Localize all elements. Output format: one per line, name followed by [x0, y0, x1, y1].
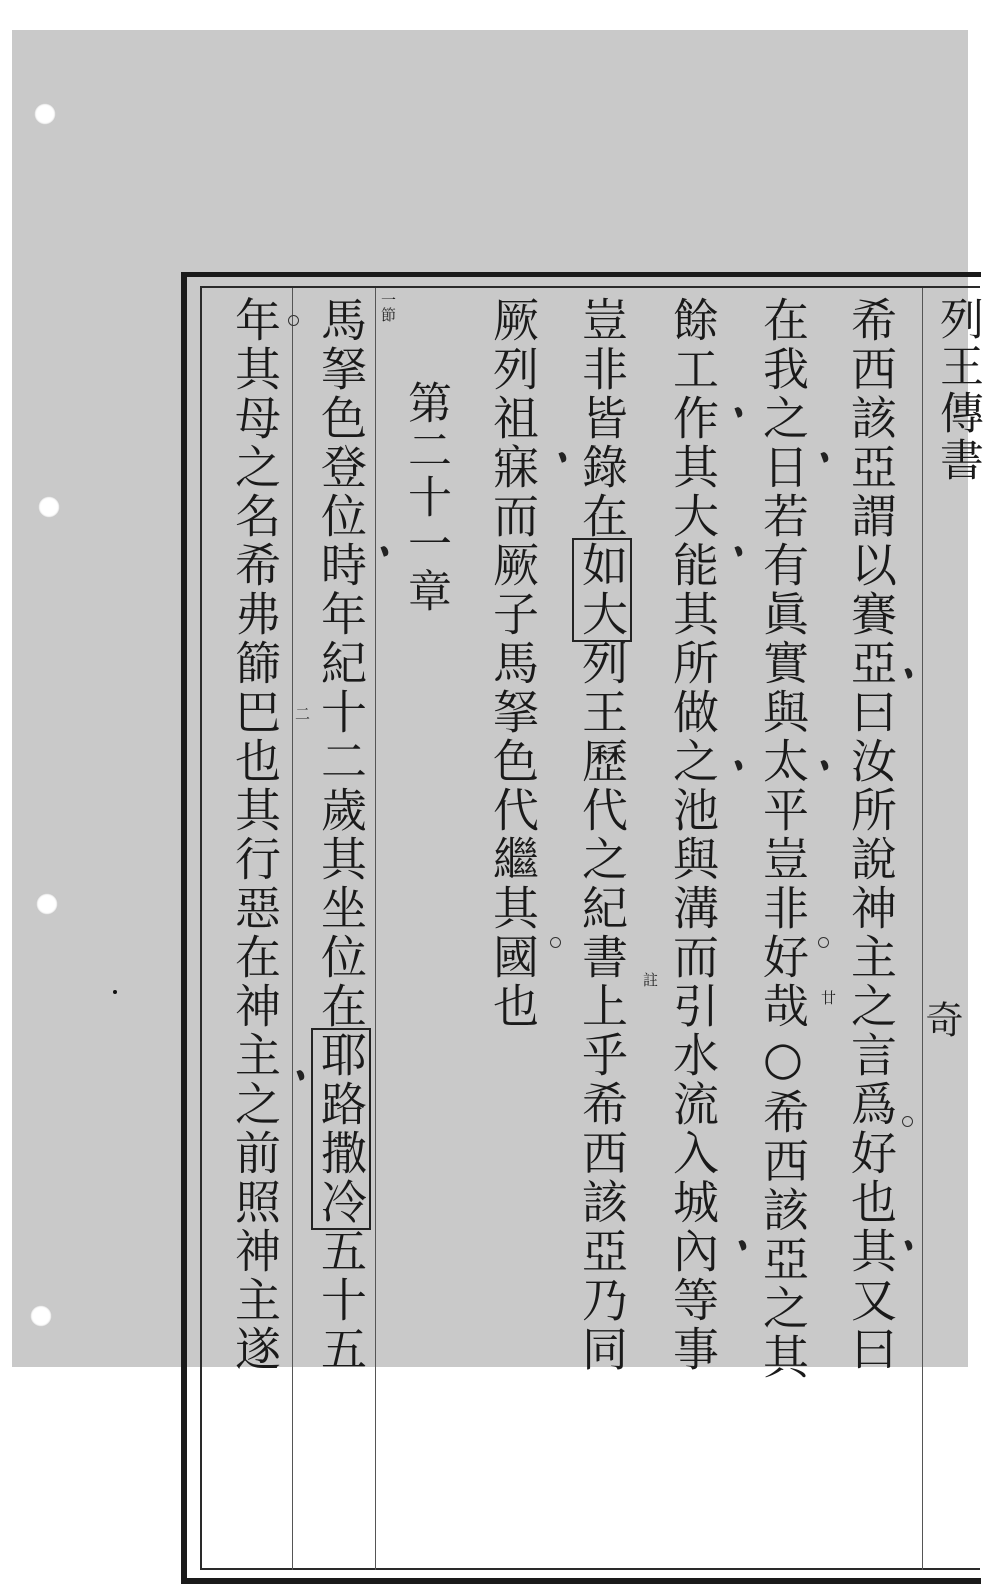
column-rule — [292, 288, 293, 1570]
circle-mark — [550, 937, 561, 948]
chapter-heading: 第二十一章 — [400, 380, 451, 615]
text-segment: 五十五 — [314, 1227, 368, 1374]
column-rule — [922, 288, 923, 1570]
text-column-7 — [312, 296, 370, 1374]
punch-hole — [34, 103, 56, 125]
punch-hole — [38, 496, 60, 518]
text-segment: 馬拏色登位時年紀十二歲其坐位在 — [314, 296, 368, 1031]
stray-dot — [113, 990, 117, 994]
text-column-2: 在我之日若有眞實與太平豈非好哉○希西該亞之其 — [756, 296, 810, 1382]
text-segment: 豈非皆錄在 — [575, 296, 629, 541]
verse-note: 廿 — [819, 990, 837, 1005]
running-title: 列王傳書 — [932, 296, 983, 484]
running-title-fragment: 奇 — [919, 1000, 963, 1041]
text-column-8: 年其母之名希弗篩巴也其行惡在神主之前照神主遂 — [228, 296, 282, 1374]
verse-note: 一節 — [379, 292, 397, 322]
punch-hole — [36, 893, 58, 915]
verse-note: 二 — [293, 706, 311, 721]
verse-note: 註 — [641, 972, 659, 987]
text-column-5: 厥列祖寐而厥子馬拏色代繼其國也 — [486, 296, 540, 1031]
text-column-1: 希西該亞謂以賽亞曰汝所說神主之言爲好也其又曰 — [844, 296, 898, 1374]
boxed-place-name: 耶路撒冷 — [314, 1031, 368, 1227]
circle-mark — [902, 1116, 913, 1127]
text-column-4 — [573, 296, 631, 1374]
punch-hole — [30, 1305, 52, 1327]
circle-mark — [288, 315, 299, 326]
column-rule — [375, 288, 376, 1570]
circle-mark — [818, 937, 829, 948]
text-segment: 列王歷代之紀書上乎希西該亞乃同 — [575, 639, 629, 1374]
text-column-3: 餘工作其大能其所做之池與溝而引水流入城內等事 — [666, 296, 720, 1374]
boxed-name: 如大 — [575, 541, 629, 639]
